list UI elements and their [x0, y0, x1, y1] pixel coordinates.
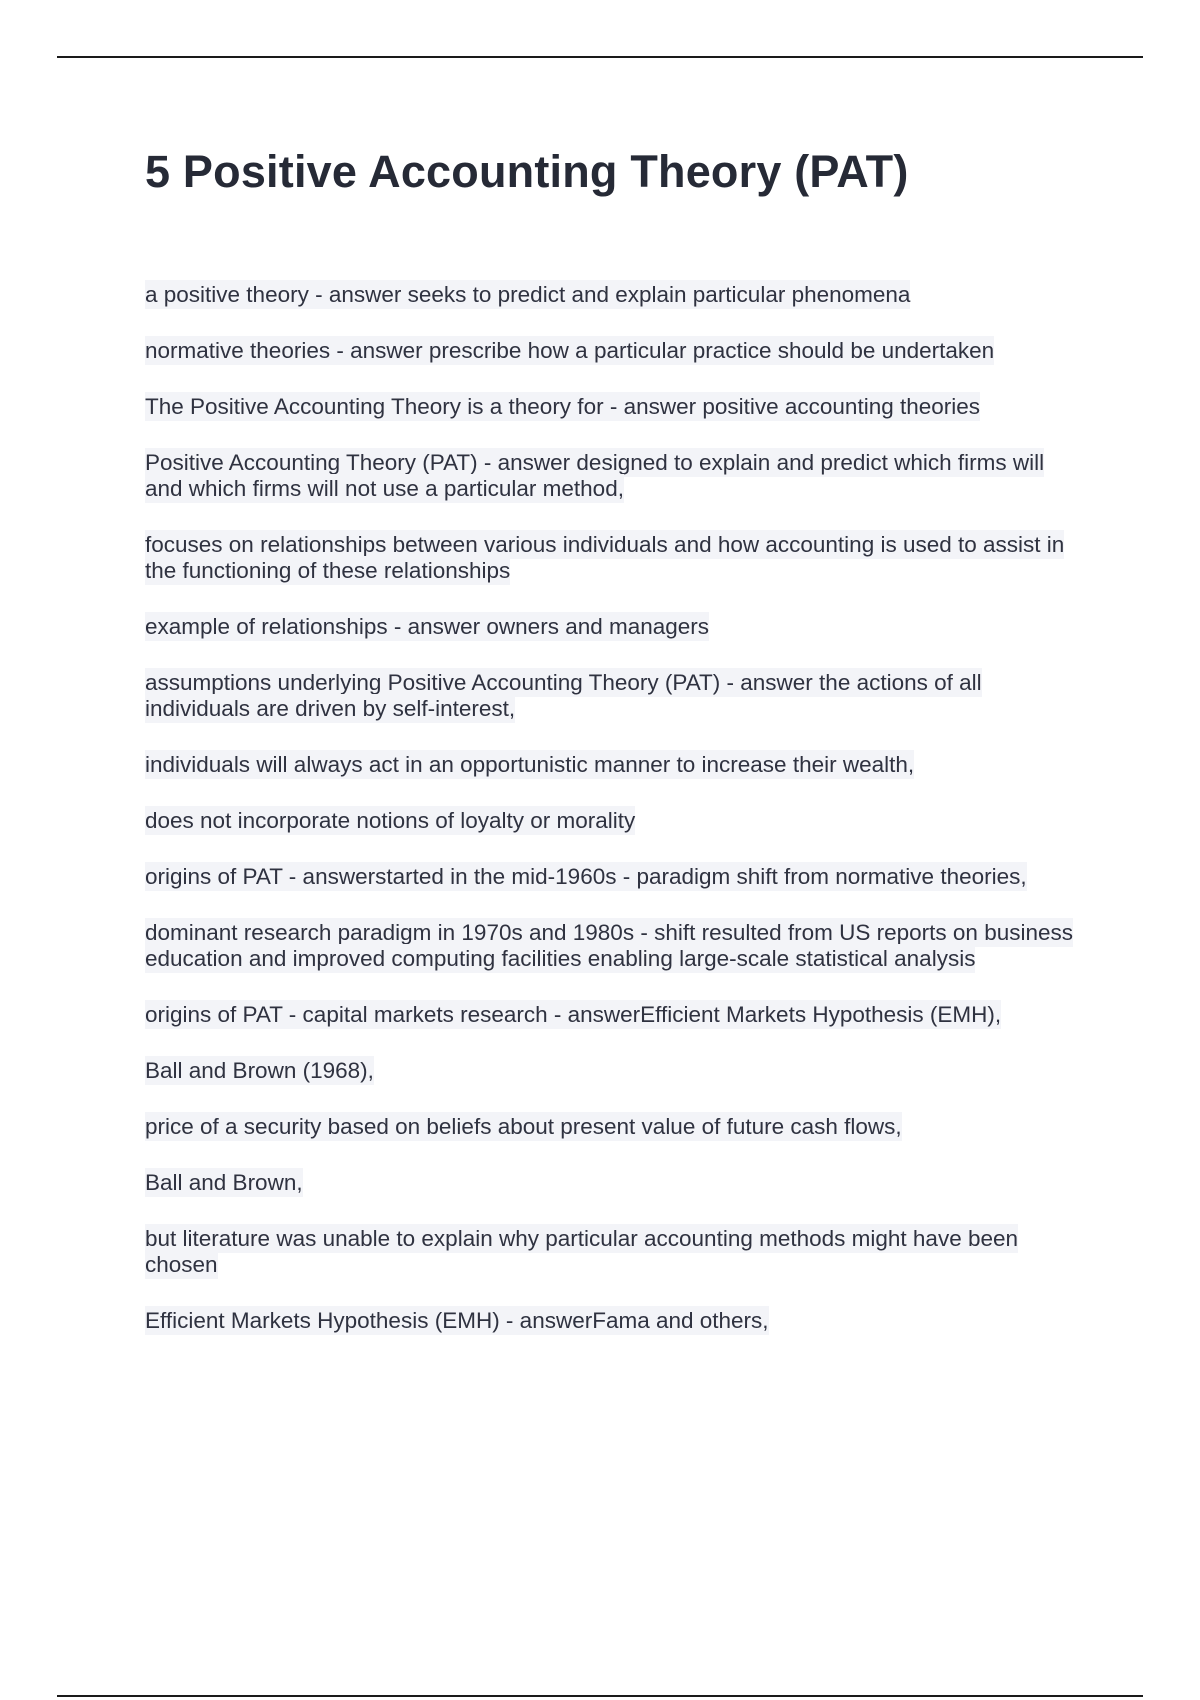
qa-item: does not incorporate notions of loyalty or morality	[145, 808, 636, 833]
qa-item: origins of PAT - answerstarted in the mid-1960s - paradigm shift from normative theories,	[145, 864, 1027, 889]
qa-item: price of a security based on beliefs about present value of future cash flows,	[145, 1114, 902, 1139]
qa-item: assumptions underlying Positive Accounting Theory (PAT) - answer the actions of all individuals are driven by self-interest,	[145, 670, 982, 721]
qa-item: dominant research paradigm in 1970s and 1980s - shift resulted from US reports on business education and improved computing facilities enabling large-scale statistical analysis	[145, 920, 1073, 971]
qa-item: origins of PAT - capital markets research - answerEfficient Markets Hypothesis (EMH),	[145, 1002, 1002, 1027]
top-rule	[57, 56, 1143, 58]
qa-item: Ball and Brown,	[145, 1170, 303, 1195]
qa-item: Positive Accounting Theory (PAT) - answer designed to explain and predict which firms will and which firms will not use a particular method,	[145, 450, 1045, 501]
qa-list	[145, 282, 1085, 1364]
qa-item: Ball and Brown (1968),	[145, 1058, 374, 1083]
qa-item: individuals will always act in an opportunistic manner to increase their wealth,	[145, 752, 915, 777]
qa-item: Efficient Markets Hypothesis (EMH) - answerFama and others,	[145, 1308, 769, 1333]
qa-item: a positive theory - answer seeks to predict and explain particular phenomena	[145, 282, 911, 307]
qa-item: but literature was unable to explain why particular accounting methods might have been chosen	[145, 1226, 1019, 1277]
qa-item: focuses on relationships between various individuals and how accounting is used to assist in the functioning of these relationships	[145, 532, 1065, 583]
qa-item: The Positive Accounting Theory is a theory for - answer positive accounting theories	[145, 394, 981, 419]
bottom-rule	[57, 1695, 1143, 1697]
qa-item: example of relationships - answer owners and managers	[145, 614, 710, 639]
qa-item: normative theories - answer prescribe how a particular practice should be undertaken	[145, 338, 995, 363]
page-title: 5 Positive Accounting Theory (PAT)	[145, 146, 909, 197]
